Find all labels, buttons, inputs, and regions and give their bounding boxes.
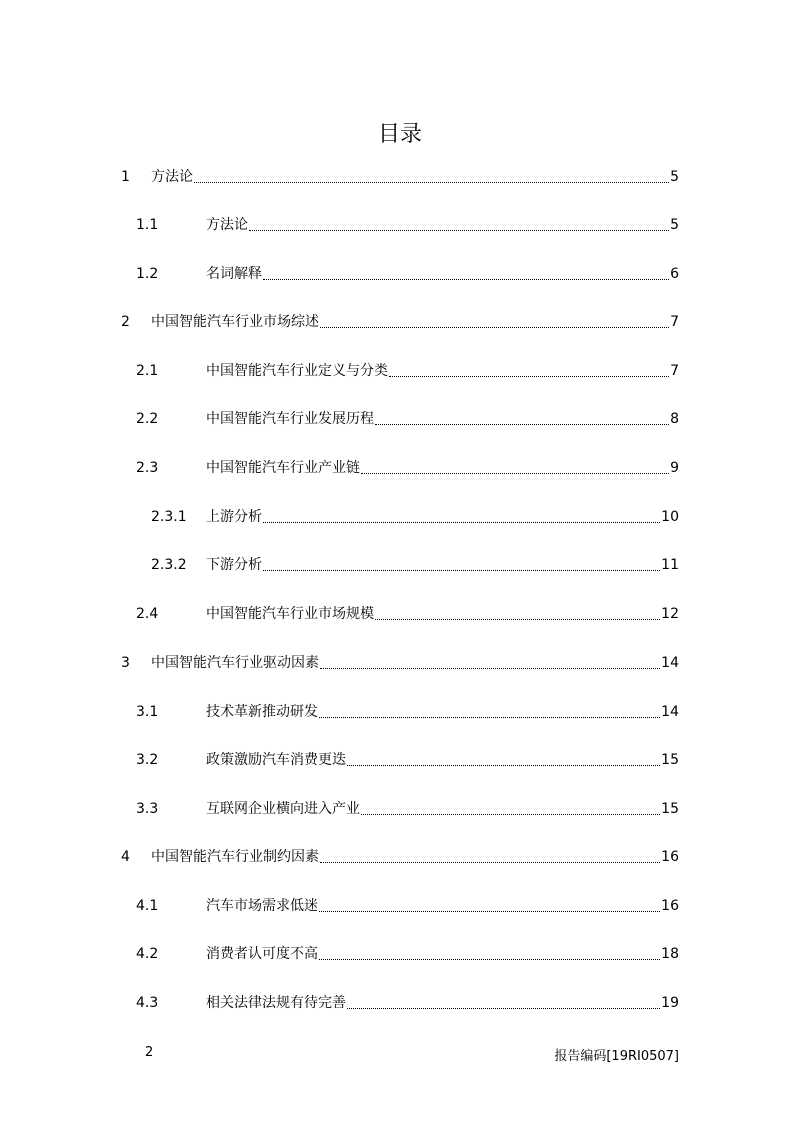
toc-entry[interactable]: [0, 798, 800, 820]
toc-entry-label[interactable]: 消费者认可度不高: [206, 946, 318, 962]
toc-entry-number: 2.4: [136, 606, 159, 622]
dot-leader: [319, 716, 660, 718]
toc-entry-number: 4: [121, 849, 130, 865]
toc-entry-page[interactable]: 8: [670, 411, 679, 427]
toc-entry-label[interactable]: 中国智能汽车行业市场综述: [151, 314, 319, 330]
dot-leader: [347, 764, 660, 766]
toc-entry-label[interactable]: 中国智能汽车行业定义与分类: [206, 363, 388, 379]
toc-entry[interactable]: [0, 701, 800, 723]
footer-page-number: 2: [145, 1045, 154, 1060]
toc-entry-label[interactable]: 中国智能汽车行业发展历程: [206, 411, 374, 427]
toc-entry[interactable]: [0, 992, 800, 1014]
toc-entry-label[interactable]: 中国智能汽车行业市场规模: [206, 606, 374, 622]
toc-entry-label[interactable]: 技术革新推动研发: [206, 704, 318, 720]
dot-leader: [319, 958, 660, 960]
toc-entry-page[interactable]: 19: [661, 995, 679, 1011]
toc-entry-page[interactable]: 14: [661, 655, 679, 671]
dot-leader: [361, 472, 669, 474]
toc-entry-label[interactable]: 互联网企业横向进入产业: [206, 801, 360, 817]
dot-leader: [194, 181, 669, 183]
dot-leader: [249, 229, 669, 231]
toc-entry-page[interactable]: 6: [670, 266, 679, 282]
toc-entry-label[interactable]: 中国智能汽车行业制约因素: [151, 849, 319, 865]
dot-leader: [361, 813, 660, 815]
toc-entry-label[interactable]: 中国智能汽车行业产业链: [206, 460, 360, 476]
toc-entry[interactable]: [0, 652, 800, 674]
dot-leader: [389, 375, 669, 377]
toc-entry-number: 3.1: [136, 704, 159, 720]
toc-entry-page[interactable]: 5: [670, 217, 679, 233]
dot-leader: [375, 423, 669, 425]
toc-entry-page[interactable]: 7: [670, 363, 679, 379]
toc-entry[interactable]: [0, 943, 800, 965]
toc-entry-number: 4.1: [136, 898, 159, 914]
dot-leader: [347, 1007, 660, 1009]
toc-entry-number: 2: [121, 314, 130, 330]
toc-entry-number: 3: [121, 655, 130, 671]
toc-entry-page[interactable]: 16: [661, 849, 679, 865]
toc-entry-label[interactable]: 下游分析: [206, 557, 262, 573]
toc-entry[interactable]: [0, 214, 800, 236]
dot-leader: [320, 667, 660, 669]
toc-entry[interactable]: [0, 263, 800, 285]
toc-entry-number: 4.2: [136, 946, 159, 962]
toc-entry-number: 4.3: [136, 995, 159, 1011]
toc-entry-label[interactable]: 汽车市场需求低迷: [206, 898, 318, 914]
toc-entry[interactable]: [0, 749, 800, 771]
toc-entry-page[interactable]: 7: [670, 314, 679, 330]
toc-entry[interactable]: [0, 166, 800, 188]
toc-entry-label[interactable]: 名词解释: [206, 266, 262, 282]
toc-entry-page[interactable]: 12: [661, 606, 679, 622]
toc-entry-label[interactable]: 中国智能汽车行业驱动因素: [151, 655, 319, 671]
toc-entry[interactable]: [0, 360, 800, 382]
toc-entry-number: 1: [121, 169, 130, 185]
toc-entry-page[interactable]: 15: [661, 752, 679, 768]
toc-entry-page[interactable]: 16: [661, 898, 679, 914]
toc-entry[interactable]: [0, 603, 800, 625]
toc-entry-label[interactable]: 政策激励汽车消费更迭: [206, 752, 346, 768]
toc-entry-page[interactable]: 10: [661, 509, 679, 525]
toc-entry-number: 3.2: [136, 752, 159, 768]
dot-leader: [263, 521, 660, 523]
dot-leader: [375, 618, 660, 620]
toc-title: 目录: [377, 122, 422, 147]
toc-entry-page[interactable]: 9: [670, 460, 679, 476]
toc-entry-number: 1.1: [136, 217, 159, 233]
dot-leader: [320, 861, 660, 863]
toc-entry-number: 3.3: [136, 801, 159, 817]
toc-entry-label[interactable]: 相关法律法规有待完善: [206, 995, 346, 1011]
dot-leader: [320, 326, 669, 328]
toc-entry-page[interactable]: 15: [661, 801, 679, 817]
toc-entry-number: 2.1: [136, 363, 159, 379]
toc-entry-number: 2.2: [136, 411, 159, 427]
toc-entry-label[interactable]: 方法论: [151, 169, 193, 185]
dot-leader: [263, 569, 660, 571]
toc-entry[interactable]: [0, 846, 800, 868]
toc-entry-label[interactable]: 上游分析: [206, 509, 262, 525]
dot-leader: [319, 910, 660, 912]
toc-entry[interactable]: [0, 408, 800, 430]
toc-entry-number: 2.3: [136, 460, 159, 476]
toc-entry-number: 2.3.2: [151, 557, 187, 573]
toc-entry-page[interactable]: 14: [661, 704, 679, 720]
toc-entry-number: 2.3.1: [151, 509, 187, 525]
toc-entry[interactable]: [0, 457, 800, 479]
toc-entry[interactable]: [0, 506, 800, 528]
toc-entry-number: 1.2: [136, 266, 159, 282]
toc-entry-label[interactable]: 方法论: [206, 217, 248, 233]
toc-entry-page[interactable]: 11: [661, 557, 679, 573]
toc-entry[interactable]: [0, 554, 800, 576]
toc-entry-page[interactable]: 5: [670, 169, 679, 185]
toc-entry-page[interactable]: 18: [661, 946, 679, 962]
dot-leader: [263, 278, 669, 280]
toc-entry[interactable]: [0, 895, 800, 917]
footer-report-code: 报告编码[19RI0507]: [554, 1049, 679, 1064]
toc-entry[interactable]: [0, 311, 800, 333]
